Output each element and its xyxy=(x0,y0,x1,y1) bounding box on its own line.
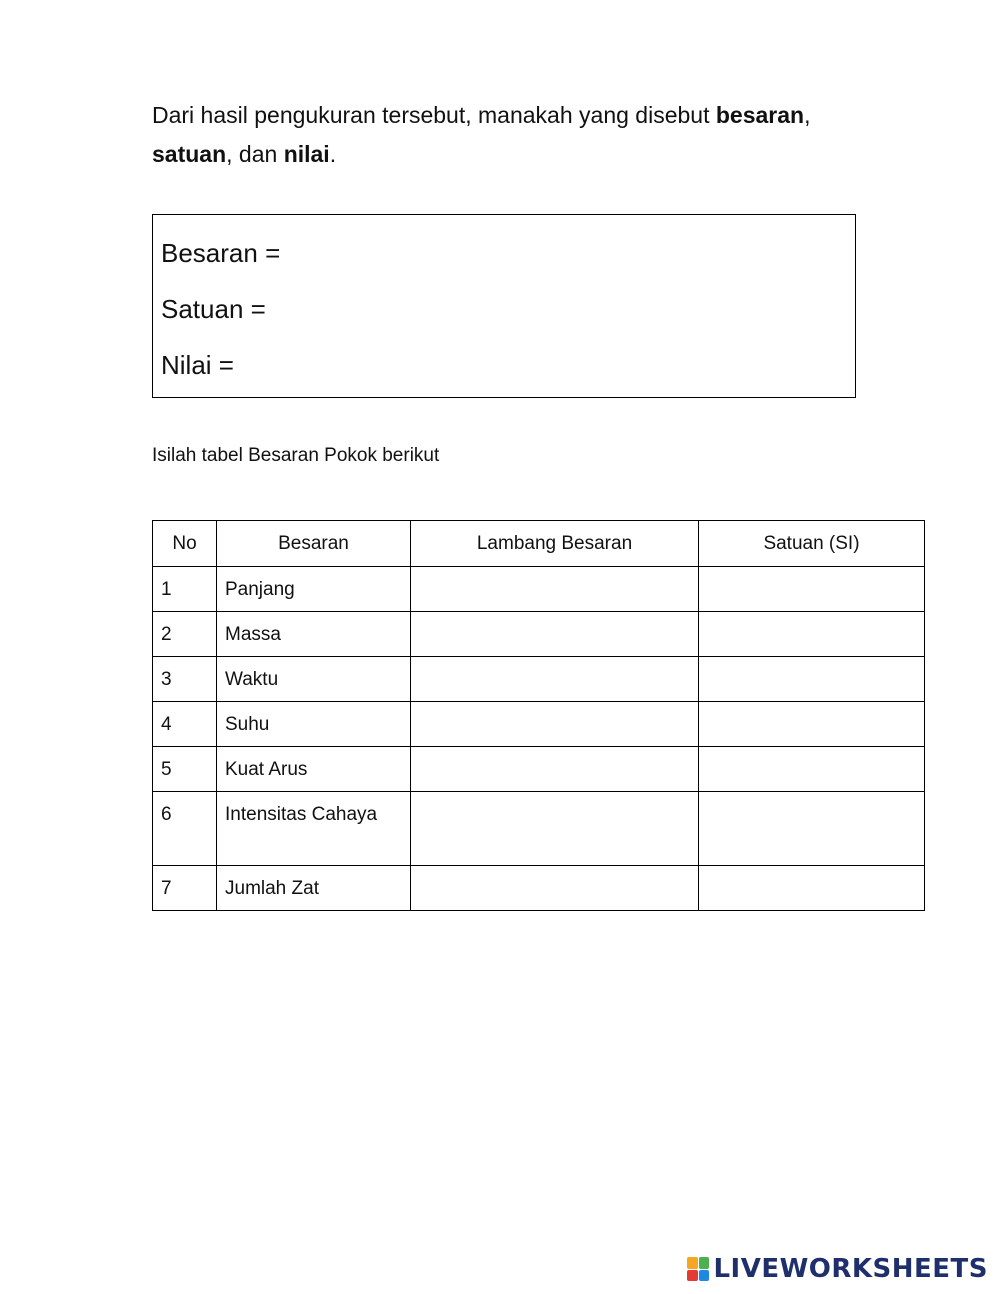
logo-square xyxy=(687,1270,698,1282)
logo-square xyxy=(699,1270,710,1282)
satuan-answer-line[interactable] xyxy=(161,281,855,337)
lambang-input-cell[interactable] xyxy=(411,702,699,747)
satuan-input-cell[interactable] xyxy=(699,866,925,911)
satuan-input-cell[interactable] xyxy=(699,657,925,702)
row-besaran: Waktu xyxy=(217,657,411,702)
row-besaran: Kuat Arus xyxy=(217,747,411,792)
row-besaran: Intensitas Cahaya xyxy=(217,792,411,866)
row-besaran: Massa xyxy=(217,612,411,657)
table-row xyxy=(153,567,925,612)
lambang-input-cell[interactable] xyxy=(411,866,699,911)
besaran-answer-line[interactable] xyxy=(161,225,855,281)
row-besaran: Suhu xyxy=(217,702,411,747)
header-lambang-besaran: Lambang Besaran xyxy=(411,521,699,567)
lambang-input-cell[interactable] xyxy=(411,792,699,866)
logo-square xyxy=(699,1257,710,1269)
satuan-label: Satuan = xyxy=(161,294,266,324)
nilai-label: Nilai = xyxy=(161,350,234,380)
satuan-input-cell[interactable] xyxy=(699,702,925,747)
table-instruction: Isilah tabel Besaran Pokok berikut xyxy=(152,445,440,466)
row-number: 5 xyxy=(153,747,217,792)
row-number: 7 xyxy=(153,866,217,911)
besaran-label: Besaran = xyxy=(161,238,281,268)
liveworksheets-brand xyxy=(687,1254,988,1284)
satuan-input-cell[interactable] xyxy=(699,612,925,657)
table-row xyxy=(153,657,925,702)
nilai-answer-line[interactable] xyxy=(161,337,855,393)
table-header-row xyxy=(153,521,925,567)
row-besaran: Jumlah Zat xyxy=(217,866,411,911)
lambang-input-cell[interactable] xyxy=(411,747,699,792)
keyword-nilai: nilai xyxy=(283,141,330,167)
lambang-input-cell[interactable] xyxy=(411,567,699,612)
row-number: 4 xyxy=(153,702,217,747)
row-number: 3 xyxy=(153,657,217,702)
table-row xyxy=(153,792,925,866)
header-satuan-si: Satuan (SI) xyxy=(699,521,925,567)
keyword-besaran: besaran xyxy=(715,102,805,128)
logo-square xyxy=(687,1257,698,1269)
besaran-pokok-table xyxy=(152,520,925,911)
row-number: 6 xyxy=(153,792,217,866)
table-row xyxy=(153,747,925,792)
row-number: 1 xyxy=(153,567,217,612)
satuan-input-cell[interactable] xyxy=(699,747,925,792)
row-number: 2 xyxy=(153,612,217,657)
row-besaran: Panjang xyxy=(217,567,411,612)
lambang-input-cell[interactable] xyxy=(411,612,699,657)
table-row xyxy=(153,612,925,657)
header-besaran: Besaran xyxy=(217,521,411,567)
question-text: Dari hasil pengukuran tersebut, manakah yang disebut besaran, satuan, dan nilai. xyxy=(152,102,811,167)
header-no: No xyxy=(153,521,217,567)
keyword-satuan: satuan xyxy=(152,141,227,167)
brand-name: LIVEWORKSHEETS xyxy=(713,1254,988,1284)
answer-box xyxy=(152,214,856,398)
satuan-input-cell[interactable] xyxy=(699,792,925,866)
liveworksheets-logo-icon xyxy=(687,1257,709,1281)
table-row xyxy=(153,866,925,911)
table-row xyxy=(153,702,925,747)
lambang-input-cell[interactable] xyxy=(411,657,699,702)
satuan-input-cell[interactable] xyxy=(699,567,925,612)
